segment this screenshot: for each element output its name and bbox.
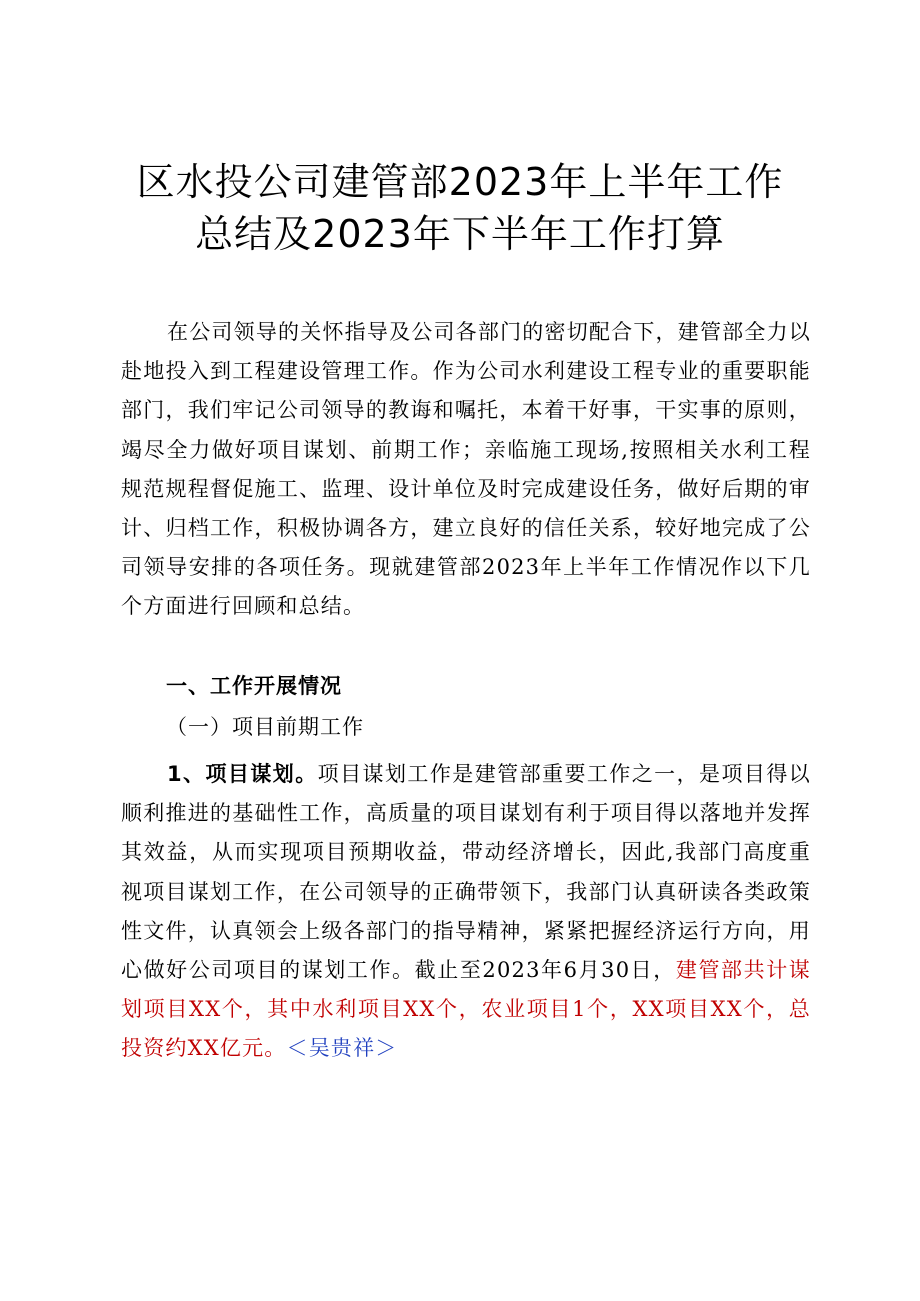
subsection-heading-project-preliminary: （一）项目前期工作 xyxy=(166,715,364,739)
item-project-planning-body: 项目谋划工作是建管部重要工作之一，是项目得以顺利推进的基础性工作，高质量的项目谋划有利于项目得以落地并发挥其效益，从而实现项目预期收益，带动经济增长，因此,我部门高度重视项目谋划工作，在公司领导的正确带领下，我部门认真研读各类政策性文件，认真领会上级各部门的指导精神，紧紧把握经济运行方向，用心做好公司项目的谋划工作。截止至2023年6月30日， xyxy=(121,762,811,983)
document-title-line-1: 区水投公司建管部2023年上半年工作 xyxy=(136,160,784,204)
document-title-line-2: 总结及2023年下半年工作打算 xyxy=(195,212,725,256)
item-project-planning-paragraph xyxy=(121,755,811,1069)
item-project-planning-lead: 1、项目谋划。 xyxy=(167,762,318,786)
item-project-planning-highlight: 建管部共计谋划项目XX个，其中水利项目XX个，农业项目1个，XX项目XX个，总投资约XX亿元。 xyxy=(121,958,811,1061)
intro-paragraph: 在公司领导的关怀指导及公司各部门的密切配合下，建管部全力以赴地投入到工程建设管理工作。作为公司水利建设工程专业的重要职能部门，我们牢记公司领导的教诲和嘱托，本着干好事，干实事的原则，竭尽全力做好项目谋划、前期工作；亲临施工现场,按照相关水利工程规范规程督促施工、监理、设计单位及时完成建设任务，做好后期的审计、归档工作，积极协调各方，建立良好的信任关系，较好地完成了公司领导安排的各项任务。现就建管部2023年上半年工作情况作以下几个方面进行回顾和总结。 xyxy=(121,320,811,619)
section-heading-work-status: 一、工作开展情况 xyxy=(166,674,342,698)
author-tag: ＜吴贵祥＞ xyxy=(286,1036,398,1061)
